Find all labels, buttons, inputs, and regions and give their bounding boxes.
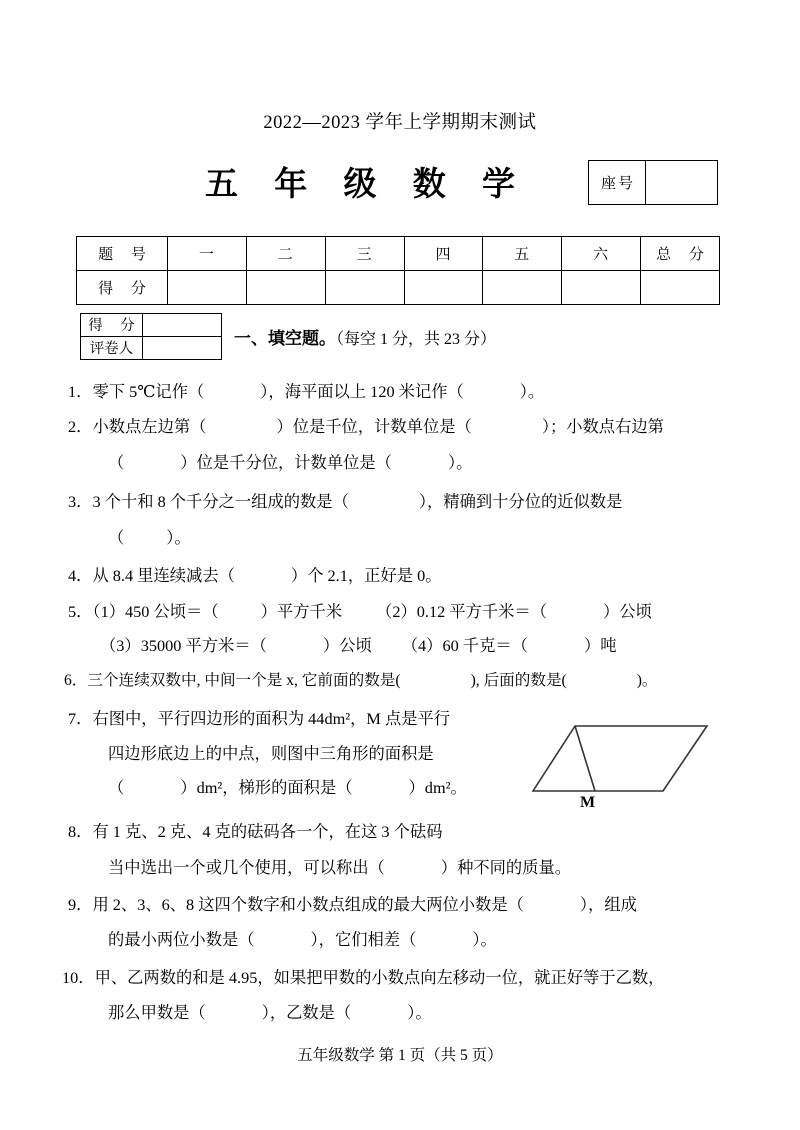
question-3-text-d: ）。 xyxy=(166,528,191,547)
question-2-text-c: ）；小数点右边第 xyxy=(541,417,664,436)
question-7-text-a: 右图中，平行四边形的面积为 44dm²，M 点是平行 xyxy=(92,709,451,728)
grader-score-label: 得 分 xyxy=(81,314,143,336)
question-5-text-1b: ）平方千米 xyxy=(260,602,343,621)
question-2-text-e: ）位是千分位，计数单位是（ xyxy=(180,453,392,472)
parallelogram-shape xyxy=(533,726,707,791)
question-7-text-c: （ xyxy=(108,778,125,797)
question-4-text-b: ）个 2.1，正好是 0。 xyxy=(290,566,442,585)
score-cell-5[interactable] xyxy=(483,271,562,305)
question-5-text-4a: （4）60 千克＝（ xyxy=(401,636,528,655)
table-row-scores xyxy=(77,271,720,305)
figure-point-label-m: M xyxy=(580,794,596,811)
question-5-text-2b: ）公顷 xyxy=(603,602,652,621)
question-10-text-d: ）。 xyxy=(407,1003,432,1022)
grader-row-reviewer xyxy=(81,337,221,360)
grader-reviewer-field[interactable] xyxy=(143,337,221,360)
question-1-text-a: 零下 5℃记作（ xyxy=(92,382,205,401)
question-7-number: 7． xyxy=(68,709,93,728)
column-header-total: 总 分 xyxy=(641,237,720,271)
table-row-question-numbers xyxy=(77,237,720,271)
question-1-number: 1． xyxy=(68,382,93,401)
section-points: （每空 1 分，共 23 分） xyxy=(336,331,497,348)
question-2-text-d: （ xyxy=(108,453,125,472)
score-cell-4[interactable] xyxy=(404,271,483,305)
question-10-text-b: 那么甲数是（ xyxy=(108,1003,206,1022)
score-summary-table xyxy=(76,236,720,305)
question-8-line-2 xyxy=(108,860,571,876)
question-10-line-2 xyxy=(108,1005,432,1021)
question-8-text-c: ）种不同的质量。 xyxy=(440,858,572,877)
question-5-line-1 xyxy=(68,604,652,620)
question-9-text-e: ）。 xyxy=(472,930,497,949)
question-4-text-a: 从 8.4 里连续减去（ xyxy=(92,566,235,585)
question-7-line-3 xyxy=(108,780,467,796)
question-2-number: 2． xyxy=(68,417,93,436)
question-1 xyxy=(68,384,544,400)
question-8-text-a: 有 1 克、2 克、4 克的砝码各一个，在这 3 个砝码 xyxy=(92,822,443,841)
page-footer: 五年级数学 第 1 页（共 5 页） xyxy=(297,1047,503,1064)
question-5-text-3a: （3）35000 平方米＝（ xyxy=(100,636,267,655)
question-5-number: 5． xyxy=(68,602,93,621)
question-2-text-f: ）。 xyxy=(447,453,473,472)
question-9-text-a: 用 2、3、6、8 这四个数字和小数点组成的最大两位小数是（ xyxy=(92,895,524,914)
seat-number-box xyxy=(588,160,718,205)
question-6 xyxy=(64,673,658,689)
page-title: 五 年 级 数 学 xyxy=(205,167,529,203)
question-3-line-2 xyxy=(108,530,191,546)
question-3-text-b: ），精确到十分位的近似数是 xyxy=(418,492,623,511)
question-9-number: 9． xyxy=(68,895,93,914)
question-10-number: 10． xyxy=(62,968,95,987)
column-header-4: 四 xyxy=(404,237,483,271)
grader-reviewer-label: 评卷人 xyxy=(81,337,143,360)
question-3-line-1 xyxy=(68,494,622,510)
column-header-6: 六 xyxy=(562,237,641,271)
row-label-question-number: 题 号 xyxy=(77,237,168,271)
question-6-text-b: ), 后面的数是( xyxy=(470,672,567,689)
question-5-text-2a: （2）0.12 平方千米＝（ xyxy=(376,602,548,621)
seat-number-label: 座号 xyxy=(589,161,646,204)
question-5-text-1a: （1）450 公顷＝（ xyxy=(92,602,219,621)
row-label-score: 得 分 xyxy=(77,271,168,305)
question-9-line-2 xyxy=(108,932,497,948)
score-cell-1[interactable] xyxy=(168,271,247,305)
question-7-text-e: ）dm²。 xyxy=(408,778,467,797)
question-9-line-1 xyxy=(68,897,637,913)
score-cell-3[interactable] xyxy=(325,271,404,305)
question-6-number: 6． xyxy=(64,672,88,689)
question-2-line-1 xyxy=(68,419,664,435)
question-9-text-c: 的最小两位小数是（ xyxy=(108,930,255,949)
seat-number-field[interactable] xyxy=(646,161,717,204)
question-10-text-a: 甲、乙两数的和是 4.95，如果把甲数的小数点向左移动一位，就正好等于乙数， xyxy=(94,968,665,987)
question-9-text-b: ），组成 xyxy=(579,895,637,914)
question-7-text-b: 四边形底边上的中点，则图中三角形的面积是 xyxy=(108,744,434,763)
question-4 xyxy=(68,568,442,584)
question-2-line-2 xyxy=(108,455,472,471)
question-8-number: 8． xyxy=(68,822,93,841)
parallelogram-figure xyxy=(525,715,725,815)
question-4-number: 4． xyxy=(68,566,93,585)
section-heading-fill-in-blanks xyxy=(234,324,496,349)
question-7-text-d: ）dm²，梯形的面积是（ xyxy=(180,778,353,797)
score-cell-6[interactable] xyxy=(562,271,641,305)
question-3-number: 3． xyxy=(68,492,93,511)
question-2-text-b: ）位是千位，计数单位是（ xyxy=(276,417,472,436)
score-cell-2[interactable] xyxy=(246,271,325,305)
question-3-text-c: （ xyxy=(108,528,125,547)
question-1-text-b: ），海平面以上 120 米记作（ xyxy=(260,382,464,401)
column-header-2: 二 xyxy=(246,237,325,271)
question-6-text-a: 三个连续双数中, 中间一个是 x, 它前面的数是( xyxy=(87,672,401,689)
exam-year-line: 2022—2023 学年上学期期末测试 xyxy=(263,113,537,133)
question-10-text-c: ），乙数是（ xyxy=(261,1003,352,1022)
question-3-text-a: 3 个十和 8 个千分之一组成的数是（ xyxy=(92,492,349,511)
triangle-median-line xyxy=(575,726,595,791)
question-7-line-1 xyxy=(68,711,450,727)
question-6-text-c: )。 xyxy=(636,672,658,689)
column-header-5: 五 xyxy=(483,237,562,271)
question-5-text-3b: ）公顷 xyxy=(322,636,372,655)
question-5-line-2 xyxy=(100,638,617,654)
question-9-text-d: ），它们相差（ xyxy=(310,930,417,949)
question-1-text-c: ）。 xyxy=(519,382,545,401)
question-8-text-b: 当中选出一个或几个使用，可以称出（ xyxy=(108,858,385,877)
score-cell-total[interactable] xyxy=(641,271,720,305)
question-7-line-2 xyxy=(108,746,434,762)
section-title: 一、填空题。 xyxy=(234,329,336,348)
question-5-text-4b: ）吨 xyxy=(583,636,617,655)
grader-box xyxy=(80,313,222,360)
grader-score-field[interactable] xyxy=(143,314,221,336)
grader-row-score xyxy=(81,314,221,337)
question-10-line-1 xyxy=(62,970,664,986)
question-8-line-1 xyxy=(68,824,443,840)
column-header-3: 三 xyxy=(325,237,404,271)
column-header-1: 一 xyxy=(168,237,247,271)
question-2-text-a: 小数点左边第（ xyxy=(92,417,207,436)
